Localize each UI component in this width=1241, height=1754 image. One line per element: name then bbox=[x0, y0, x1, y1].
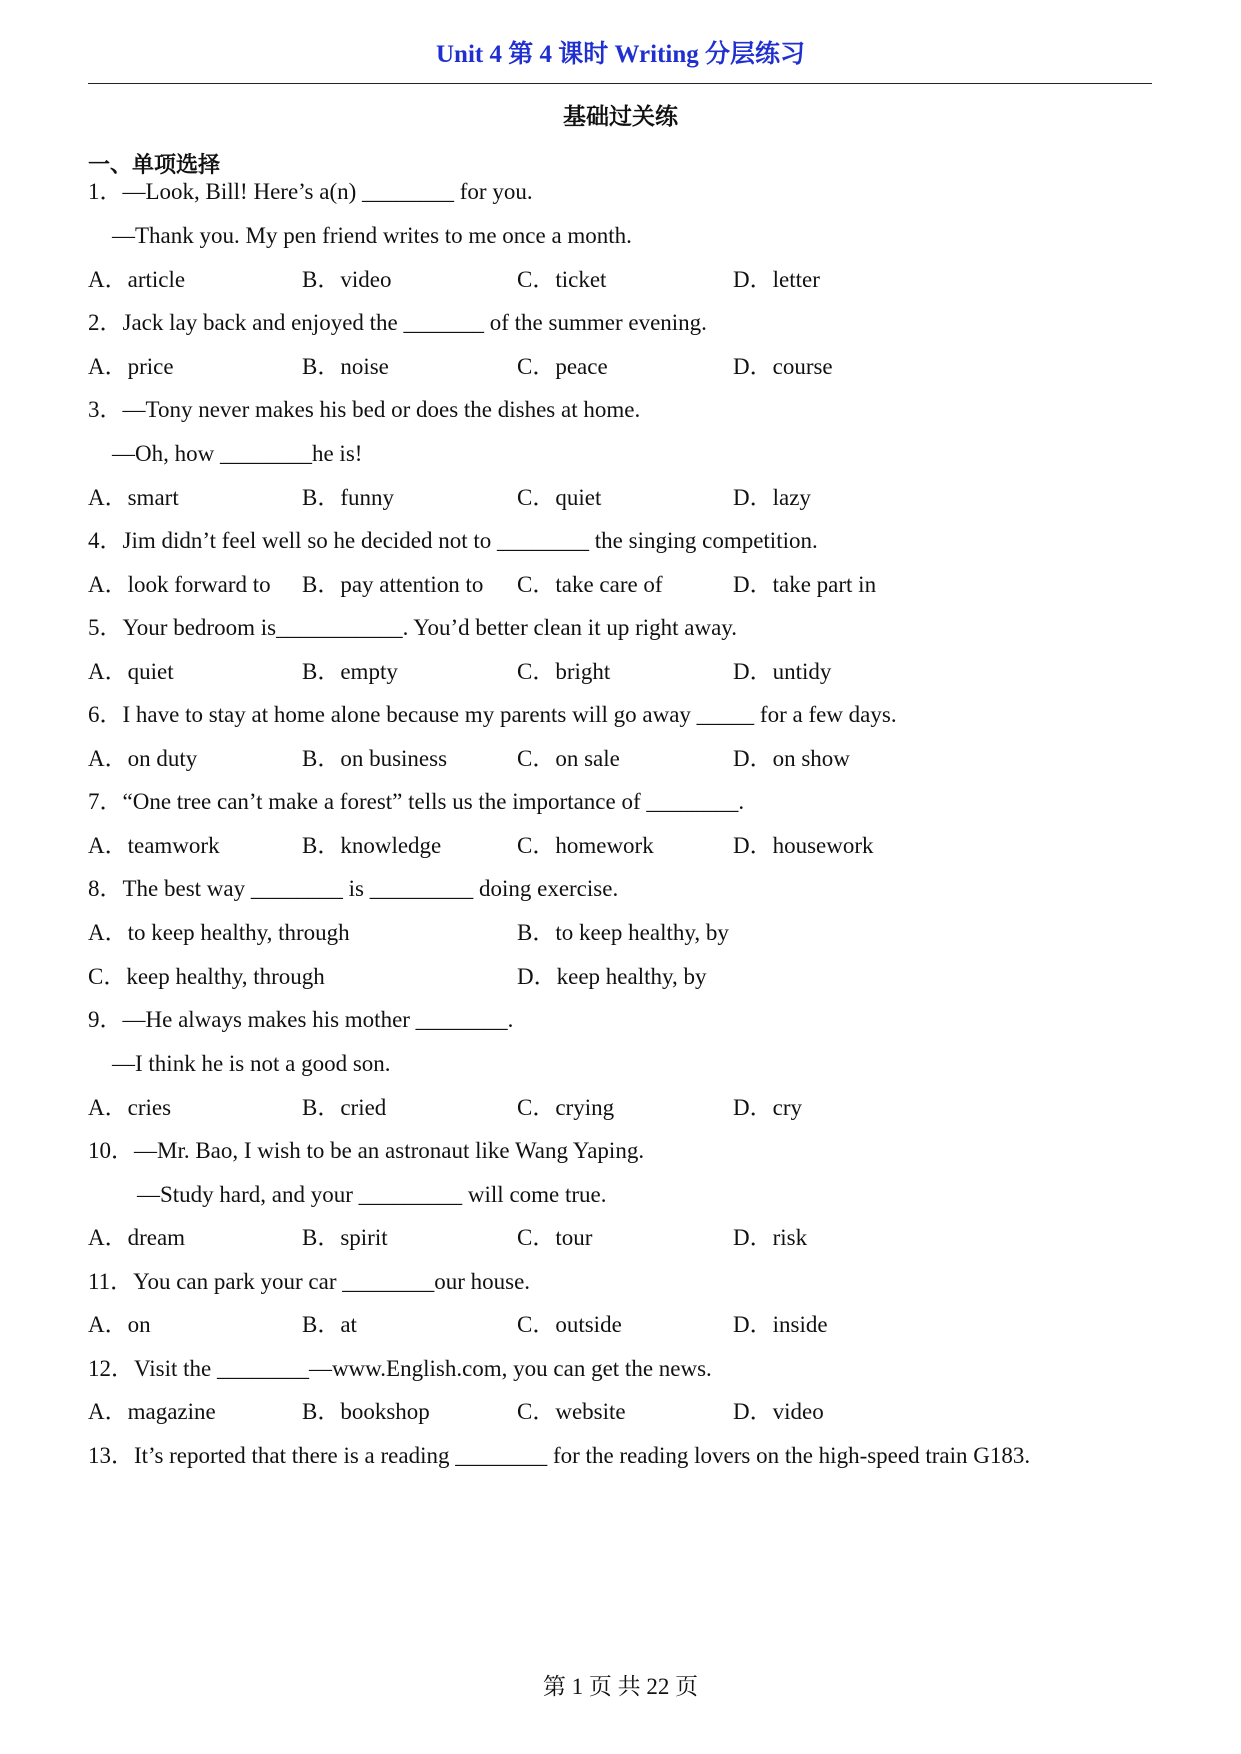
question-9-option-d: D．cry bbox=[733, 1095, 802, 1120]
question-11-option-d: D．inside bbox=[733, 1312, 828, 1337]
question-10-option-d: D．risk bbox=[733, 1225, 808, 1250]
question-3-option-d: D．lazy bbox=[733, 485, 811, 510]
page-title: Unit 4 第 4 课时 Writing 分层练习 bbox=[436, 41, 805, 68]
question-12-option-b: B．bookshop bbox=[302, 1399, 430, 1424]
question-11-option-c: C．outside bbox=[517, 1312, 622, 1337]
question-6-option-c: C．on sale bbox=[517, 746, 620, 771]
question-5-option-a: A．quiet bbox=[88, 659, 174, 684]
question-11-stem: 11．You can park your car ________our house. bbox=[88, 1269, 531, 1294]
question-5-option-d: D．untidy bbox=[733, 659, 832, 684]
question-5-option-b: B．empty bbox=[302, 659, 398, 684]
question-9-option-b: B．cried bbox=[302, 1095, 387, 1120]
question-10-option-a: A．dream bbox=[88, 1225, 186, 1250]
question-4-option-b: B．pay attention to bbox=[302, 572, 484, 597]
question-2-option-a: A．price bbox=[88, 354, 174, 379]
question-3-reply: —Oh, how ________he is! bbox=[112, 441, 363, 466]
question-8-stem: 8．The best way ________ is _________ doing exercise. bbox=[88, 876, 619, 901]
question-6-stem: 6．I have to stay at home alone because my parents will go away _____ for a few days. bbox=[88, 702, 897, 727]
question-12-option-c: C．website bbox=[517, 1399, 626, 1424]
question-5-option-c: C．bright bbox=[517, 659, 611, 684]
question-3-option-b: B．funny bbox=[302, 485, 394, 510]
question-6-option-a: A．on duty bbox=[88, 746, 198, 771]
question-7-option-a: A．teamwork bbox=[88, 833, 220, 858]
question-11-option-a: A．on bbox=[88, 1312, 151, 1337]
question-9-option-c: C．crying bbox=[517, 1095, 615, 1120]
question-7-stem: 7．“One tree can’t make a forest” tells us the importance of ________. bbox=[88, 789, 745, 814]
question-1-reply: —Thank you. My pen friend writes to me once a month. bbox=[112, 223, 632, 248]
question-10-reply: —Study hard, and your _________ will come true. bbox=[137, 1182, 607, 1207]
question-5-stem: 5．Your bedroom is___________. You’d better clean it up right away. bbox=[88, 615, 738, 640]
question-1-option-d: D．letter bbox=[733, 267, 820, 292]
question-7-option-c: C．homework bbox=[517, 833, 654, 858]
question-3-stem: 3．—Tony never makes his bed or does the dishes at home. bbox=[88, 397, 641, 422]
question-4-option-a: A．look forward to bbox=[88, 572, 271, 597]
question-7-option-b: B．knowledge bbox=[302, 833, 442, 858]
question-8-option-a: A．to keep healthy, through bbox=[88, 920, 350, 945]
question-8-option-c: C．keep healthy, through bbox=[88, 964, 325, 989]
question-10-stem: 10．—Mr. Bao, I wish to be an astronaut like Wang Yaping. bbox=[88, 1138, 645, 1163]
question-7-option-d: D．housework bbox=[733, 833, 874, 858]
question-2-option-b: B．noise bbox=[302, 354, 389, 379]
question-8-option-d: D．keep healthy, by bbox=[517, 964, 707, 989]
question-1-option-b: B．video bbox=[302, 267, 392, 292]
question-4-option-d: D．take part in bbox=[733, 572, 877, 597]
question-6-option-d: D．on show bbox=[733, 746, 850, 771]
question-1-stem: 1．—Look, Bill! Here’s a(n) ________ for you. bbox=[88, 179, 533, 204]
question-11-option-b: B．at bbox=[302, 1312, 357, 1337]
part-title: 一、单项选择 bbox=[88, 153, 221, 178]
question-13-stem: 13．It’s reported that there is a reading ________ for the reading lovers on the high-speed train G183. bbox=[88, 1443, 1031, 1468]
question-8-option-b: B．to keep healthy, by bbox=[517, 920, 729, 945]
page-number: 第 1 页 共 22 页 bbox=[542, 1674, 699, 1699]
question-12-option-d: D．video bbox=[733, 1399, 824, 1424]
header-divider bbox=[88, 83, 1152, 84]
question-9-reply: —I think he is not a good son. bbox=[112, 1051, 391, 1076]
question-4-stem: 4．Jim didn’t feel well so he decided not to ________ the singing competition. bbox=[88, 528, 818, 553]
question-10-option-c: C．tour bbox=[517, 1225, 593, 1250]
question-9-option-a: A．cries bbox=[88, 1095, 172, 1120]
question-2-stem: 2．Jack lay back and enjoyed the _______ of the summer evening. bbox=[88, 310, 707, 335]
question-2-option-d: D．course bbox=[733, 354, 833, 379]
question-1-option-c: C．ticket bbox=[517, 267, 607, 292]
section-title: 基础过关练 bbox=[563, 104, 678, 130]
question-3-option-a: A．smart bbox=[88, 485, 179, 510]
question-1-option-a: A．article bbox=[88, 267, 186, 292]
question-12-stem: 12．Visit the ________—www.English.com, you can get the news. bbox=[88, 1356, 712, 1381]
question-9-stem: 9．—He always makes his mother ________. bbox=[88, 1007, 514, 1032]
question-10-option-b: B．spirit bbox=[302, 1225, 388, 1250]
question-6-option-b: B．on business bbox=[302, 746, 448, 771]
question-12-option-a: A．magazine bbox=[88, 1399, 216, 1424]
question-2-option-c: C．peace bbox=[517, 354, 608, 379]
question-4-option-c: C．take care of bbox=[517, 572, 663, 597]
question-3-option-c: C．quiet bbox=[517, 485, 602, 510]
